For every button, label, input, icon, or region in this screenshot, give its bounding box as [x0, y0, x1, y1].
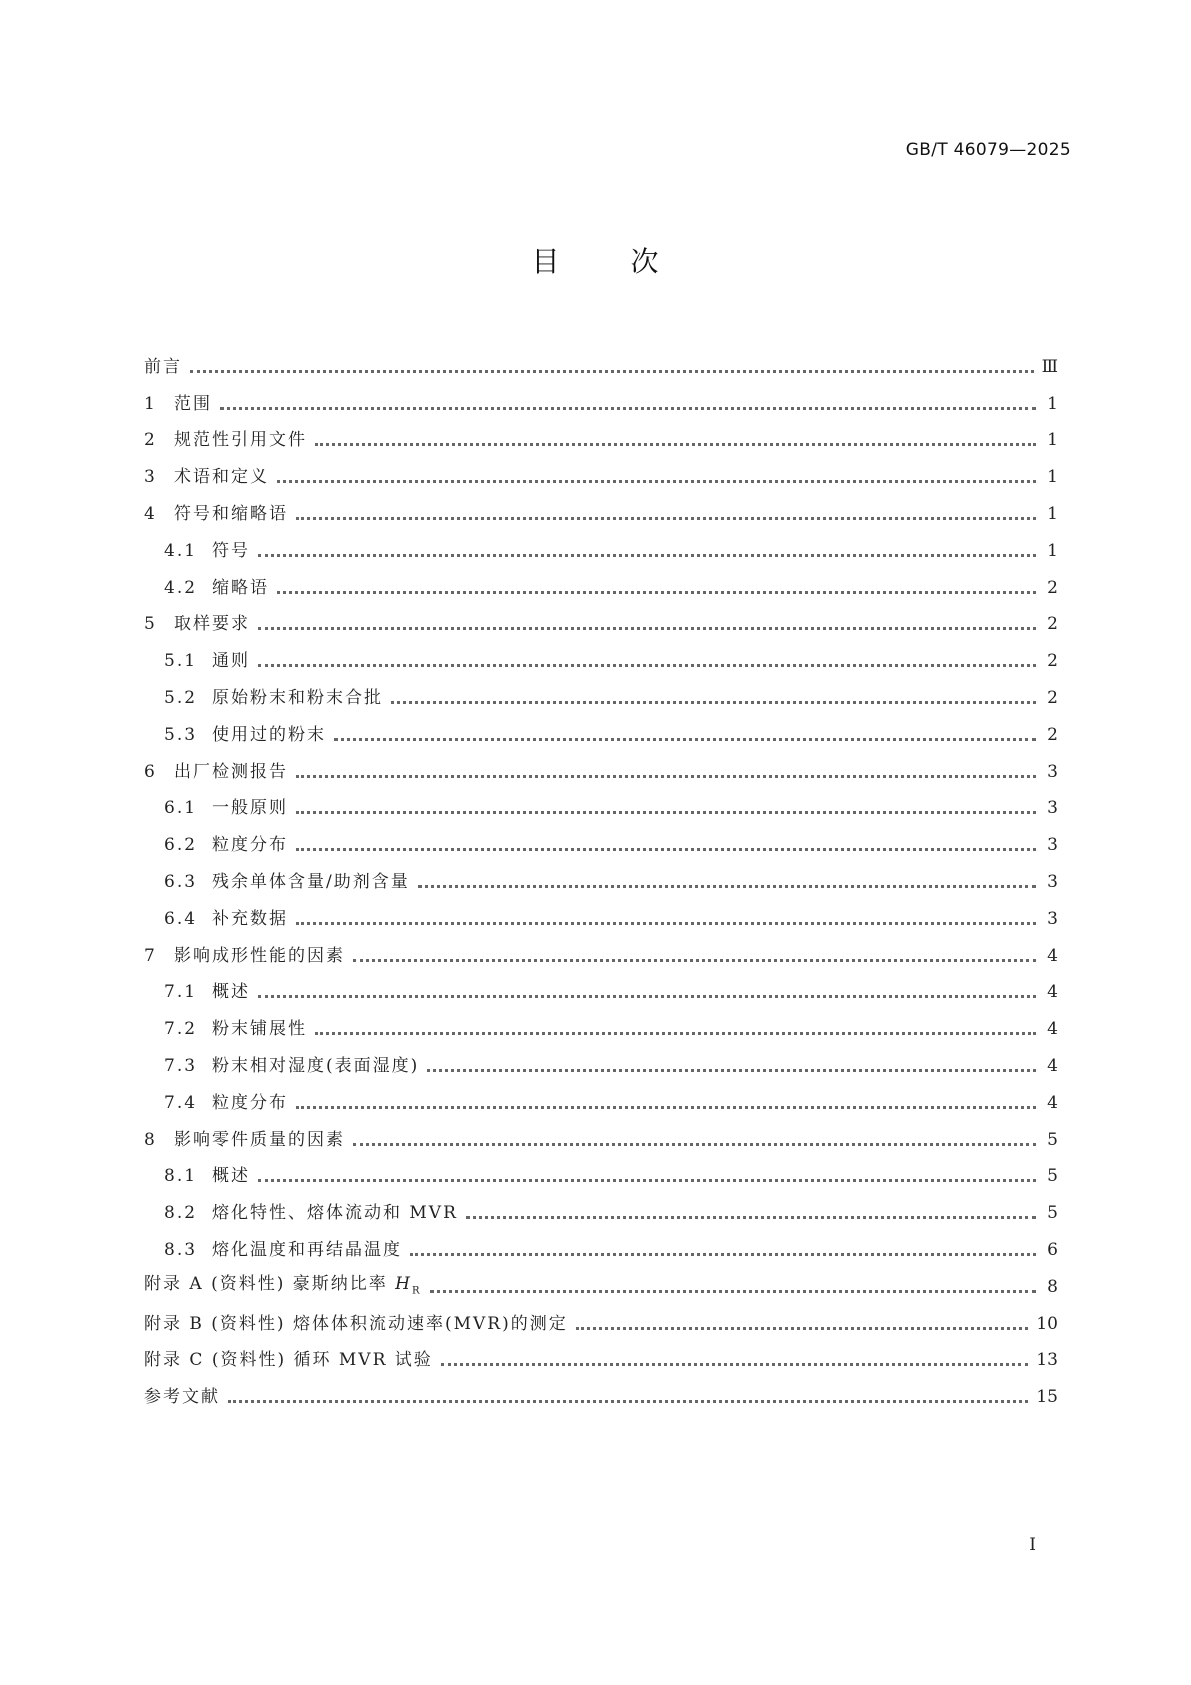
- page-title-char-1: 目: [531, 245, 561, 278]
- toc-leader-dots: [466, 1216, 1036, 1219]
- toc-entry-label-text: 影响零件质量的因素: [174, 1129, 345, 1150]
- toc-entry-page: 3: [1047, 798, 1058, 819]
- toc-entry[interactable]: [144, 1002, 1058, 1039]
- toc-entry[interactable]: [144, 1370, 1058, 1407]
- toc-entry-page: 5: [1047, 1166, 1058, 1187]
- toc-entry-page: 4: [1047, 1019, 1058, 1040]
- toc-entry-page: 1: [1047, 430, 1058, 451]
- toc-entry-label: [144, 1269, 422, 1296]
- toc-entry-label-text: 符号和缩略语: [174, 503, 288, 524]
- toc-entry[interactable]: [144, 634, 1058, 671]
- toc-entry-page: 2: [1047, 724, 1058, 745]
- toc-entry[interactable]: [144, 1334, 1058, 1371]
- toc-leader-dots: [427, 1069, 1036, 1072]
- toc-entry-number: 3: [144, 467, 157, 488]
- toc-entry[interactable]: [144, 855, 1058, 892]
- toc-entry-label: [174, 389, 212, 414]
- toc-entry-page: 4: [1047, 982, 1058, 1003]
- toc-entry-label: [212, 1014, 307, 1039]
- toc-entry-number: 7.2: [164, 1019, 198, 1040]
- toc-entry-label: [174, 425, 307, 450]
- toc-leader-dots: [296, 517, 1036, 520]
- toc-entry[interactable]: [144, 929, 1058, 966]
- toc-entry-label-text: 符号: [212, 540, 250, 561]
- toc-entry[interactable]: [144, 818, 1058, 855]
- toc-leader-dots: [277, 591, 1036, 594]
- toc-entry[interactable]: [144, 487, 1058, 524]
- toc-entry-number: 7.3: [164, 1055, 198, 1076]
- toc-entry[interactable]: [144, 524, 1058, 561]
- toc-entry-label-text: 概述: [212, 1166, 250, 1187]
- toc-entry-label: [212, 536, 250, 561]
- toc-entry-label: [174, 462, 269, 487]
- toc-entry-label: [174, 609, 250, 634]
- toc-entry-number: 5.3: [164, 724, 198, 745]
- toc-entry-page: 1: [1047, 393, 1058, 414]
- toc-entry-page: 2: [1047, 651, 1058, 672]
- toc-entry-label-text: 前言: [144, 356, 182, 377]
- toc-entry-label: [212, 904, 288, 929]
- toc-entry-label: [212, 683, 383, 708]
- toc-entry-page: 3: [1047, 908, 1058, 929]
- toc-entry[interactable]: [144, 414, 1058, 451]
- toc-entry-label-text: 取样要求: [174, 614, 250, 635]
- toc-entry-label-text: 概述: [212, 982, 250, 1003]
- toc-entry[interactable]: [144, 561, 1058, 598]
- toc-entry-label-text: 粉末铺展性: [212, 1019, 307, 1040]
- toc-entry-page: 10: [1036, 1313, 1058, 1334]
- toc-entry-page: 2: [1047, 577, 1058, 598]
- toc-entry-page: 3: [1047, 871, 1058, 892]
- toc-entry-label-text: 粒度分布: [212, 835, 288, 856]
- page-number: I: [1029, 1535, 1036, 1555]
- toc-entry-label: [212, 977, 250, 1002]
- toc-entry-label: [212, 1161, 250, 1186]
- toc-leader-dots: [296, 848, 1036, 851]
- toc-entry-number: 8.2: [164, 1203, 198, 1224]
- toc-entry[interactable]: [144, 745, 1058, 782]
- toc-leader-dots: [258, 664, 1036, 667]
- toc-leader-dots: [258, 554, 1036, 557]
- toc-leader-dots: [220, 407, 1036, 410]
- toc-leader-dots: [430, 1290, 1036, 1293]
- toc-entry-number: 8.3: [164, 1239, 198, 1260]
- toc-leader-dots: [258, 627, 1036, 630]
- toc-entry-page: 2: [1047, 614, 1058, 635]
- toc-entry[interactable]: [144, 1039, 1058, 1076]
- page-title-char-2: 次: [630, 245, 660, 278]
- toc-entry-number: 5.2: [164, 687, 198, 708]
- toc-leader-dots: [277, 480, 1036, 483]
- toc-entry-page: 4: [1047, 945, 1058, 966]
- toc-entry-page: 1: [1047, 540, 1058, 561]
- toc-entry-number: 5.1: [164, 651, 198, 672]
- toc-entry-number: 6.4: [164, 908, 198, 929]
- toc-entry-page: 3: [1047, 761, 1058, 782]
- toc-entry-label-text: 熔化温度和再结晶温度: [212, 1239, 402, 1260]
- toc-entry[interactable]: [144, 1297, 1058, 1334]
- toc-entry[interactable]: [144, 708, 1058, 745]
- toc-leader-dots: [190, 370, 1034, 373]
- toc-entry[interactable]: [144, 1150, 1058, 1187]
- toc-leader-dots: [353, 959, 1036, 962]
- toc-entry-label: [212, 867, 410, 892]
- toc-leader-dots: [576, 1327, 1029, 1330]
- toc-entry-page: 2: [1047, 687, 1058, 708]
- toc-entry-number: 4.2: [164, 577, 198, 598]
- toc-entry-number: 2: [144, 430, 157, 451]
- toc-entry-label-text: 残余单体含量/助剂含量: [212, 871, 410, 892]
- toc-entry-label: [212, 1051, 419, 1076]
- toc-entry-number: 1: [144, 393, 157, 414]
- toc-entry-label: [144, 1345, 433, 1370]
- toc-leader-dots: [334, 738, 1036, 741]
- page-title: [0, 240, 1191, 280]
- toc-entry-label-text: 术语和定义: [174, 467, 269, 488]
- toc-entry-label: [212, 646, 250, 671]
- toc-entry-label-text: 影响成形性能的因素: [174, 945, 345, 966]
- toc-entry-page: Ⅲ: [1041, 356, 1058, 377]
- toc-entry-number: 7.4: [164, 1092, 198, 1113]
- toc-entry-label-text: 通则: [212, 651, 250, 672]
- toc-entry[interactable]: [144, 671, 1058, 708]
- toc-entry[interactable]: [144, 1076, 1058, 1113]
- toc-entry[interactable]: [144, 782, 1058, 819]
- toc-entry-label: [212, 720, 326, 745]
- toc-entry-label-text: 缩略语: [212, 577, 269, 598]
- toc-leader-dots: [296, 775, 1036, 778]
- toc-entry-page: 1: [1047, 467, 1058, 488]
- toc-entry-label: [144, 1309, 568, 1334]
- toc-leader-dots: [296, 922, 1036, 925]
- toc-entry-number: 6: [144, 761, 157, 782]
- toc-entry-label: [144, 1382, 220, 1407]
- toc-entry[interactable]: [144, 1223, 1058, 1260]
- toc-entry[interactable]: [144, 377, 1058, 414]
- toc-leader-dots: [296, 811, 1036, 814]
- toc-entry-label: [174, 499, 288, 524]
- toc-entry[interactable]: [144, 1186, 1058, 1223]
- toc-entry-label-text: 范围: [174, 393, 212, 414]
- toc-entry-number: 8.1: [164, 1166, 198, 1187]
- toc-entry-label-text: 附录 B (资料性) 熔体体积流动速率(MVR)的测定: [144, 1313, 568, 1334]
- toc-entry-label-text: 规范性引用文件: [174, 430, 307, 451]
- toc-entry-page: 4: [1047, 1055, 1058, 1076]
- toc-entry-label: [174, 1125, 345, 1150]
- toc-entry[interactable]: [144, 892, 1058, 929]
- toc-entry-label: [212, 573, 269, 598]
- toc-entry-label-text: 一般原则: [212, 798, 288, 819]
- toc-entry-page: 13: [1036, 1350, 1058, 1371]
- toc-leader-dots: [353, 1143, 1036, 1146]
- toc-entry-number: 6.1: [164, 798, 198, 819]
- toc-entry-subscript: R: [412, 1285, 422, 1297]
- toc-entry-label: [212, 1088, 288, 1113]
- toc-entry-label-text: 使用过的粉末: [212, 724, 326, 745]
- toc-entry-page: 4: [1047, 1092, 1058, 1113]
- toc-leader-dots: [315, 1032, 1036, 1035]
- toc-entry[interactable]: [144, 1260, 1058, 1297]
- toc-entry-number: 4: [144, 503, 157, 524]
- toc-entry-number: 6.3: [164, 871, 198, 892]
- toc-entry-label-text: 参考文献: [144, 1387, 220, 1408]
- toc-entry[interactable]: [144, 966, 1058, 1003]
- toc-entry-page: 15: [1036, 1387, 1058, 1408]
- toc-leader-dots: [258, 1179, 1036, 1182]
- toc-leader-dots: [418, 885, 1036, 888]
- toc-entry-label-text: 附录 C (资料性) 循环 MVR 试验: [144, 1350, 433, 1371]
- toc-entry-label-text: 补充数据: [212, 908, 288, 929]
- toc-entry-label: [174, 757, 288, 782]
- toc-entry-label: [212, 1235, 402, 1260]
- toc-entry-number: 5: [144, 614, 157, 635]
- toc-entry-label: [212, 793, 288, 818]
- toc-entry-label: [212, 830, 288, 855]
- toc-leader-dots: [258, 995, 1036, 998]
- toc-entry-label-text: 原始粉末和粉末合批: [212, 687, 383, 708]
- toc-entry-label-text: 熔化特性、熔体流动和 MVR: [212, 1203, 458, 1224]
- toc-entry-label: [144, 352, 182, 377]
- toc-entry[interactable]: [144, 598, 1058, 635]
- toc-entry[interactable]: [144, 1113, 1058, 1150]
- toc-leader-dots: [228, 1400, 1028, 1403]
- toc-entry-number: 8: [144, 1129, 157, 1150]
- toc-leader-dots: [441, 1363, 1029, 1366]
- toc-entry-label: [212, 1198, 458, 1223]
- toc-entry-label-text: 粒度分布: [212, 1092, 288, 1113]
- toc-entry-page: 1: [1047, 503, 1058, 524]
- toc-leader-dots: [296, 1106, 1036, 1109]
- toc-entry-number: 6.2: [164, 835, 198, 856]
- toc-leader-dots: [315, 443, 1036, 446]
- toc-entry-page: 8: [1047, 1276, 1058, 1297]
- toc-entry-number: 4.1: [164, 540, 198, 561]
- toc-leader-dots: [391, 701, 1036, 704]
- toc-entry-number: 7.1: [164, 982, 198, 1003]
- toc-entry-label-text: 粉末相对湿度(表面湿度): [212, 1055, 420, 1076]
- table-of-contents: [144, 340, 1058, 1407]
- toc-entry-page: 3: [1047, 835, 1058, 856]
- toc-entry-page: 5: [1047, 1203, 1058, 1224]
- toc-entry-label: [174, 941, 345, 966]
- toc-entry-number: 7: [144, 945, 157, 966]
- toc-entry[interactable]: [144, 340, 1058, 377]
- toc-entry-page: 5: [1047, 1129, 1058, 1150]
- toc-entry-variable: H: [395, 1274, 412, 1295]
- toc-leader-dots: [410, 1253, 1036, 1256]
- standard-code: GB/T 46079—2025: [905, 140, 1071, 160]
- toc-entry-label-text: 出厂检测报告: [174, 761, 288, 782]
- toc-entry-page: 6: [1047, 1239, 1058, 1260]
- toc-entry-label-text: 附录 A (资料性) 豪斯纳比率: [144, 1274, 396, 1295]
- toc-entry[interactable]: [144, 450, 1058, 487]
